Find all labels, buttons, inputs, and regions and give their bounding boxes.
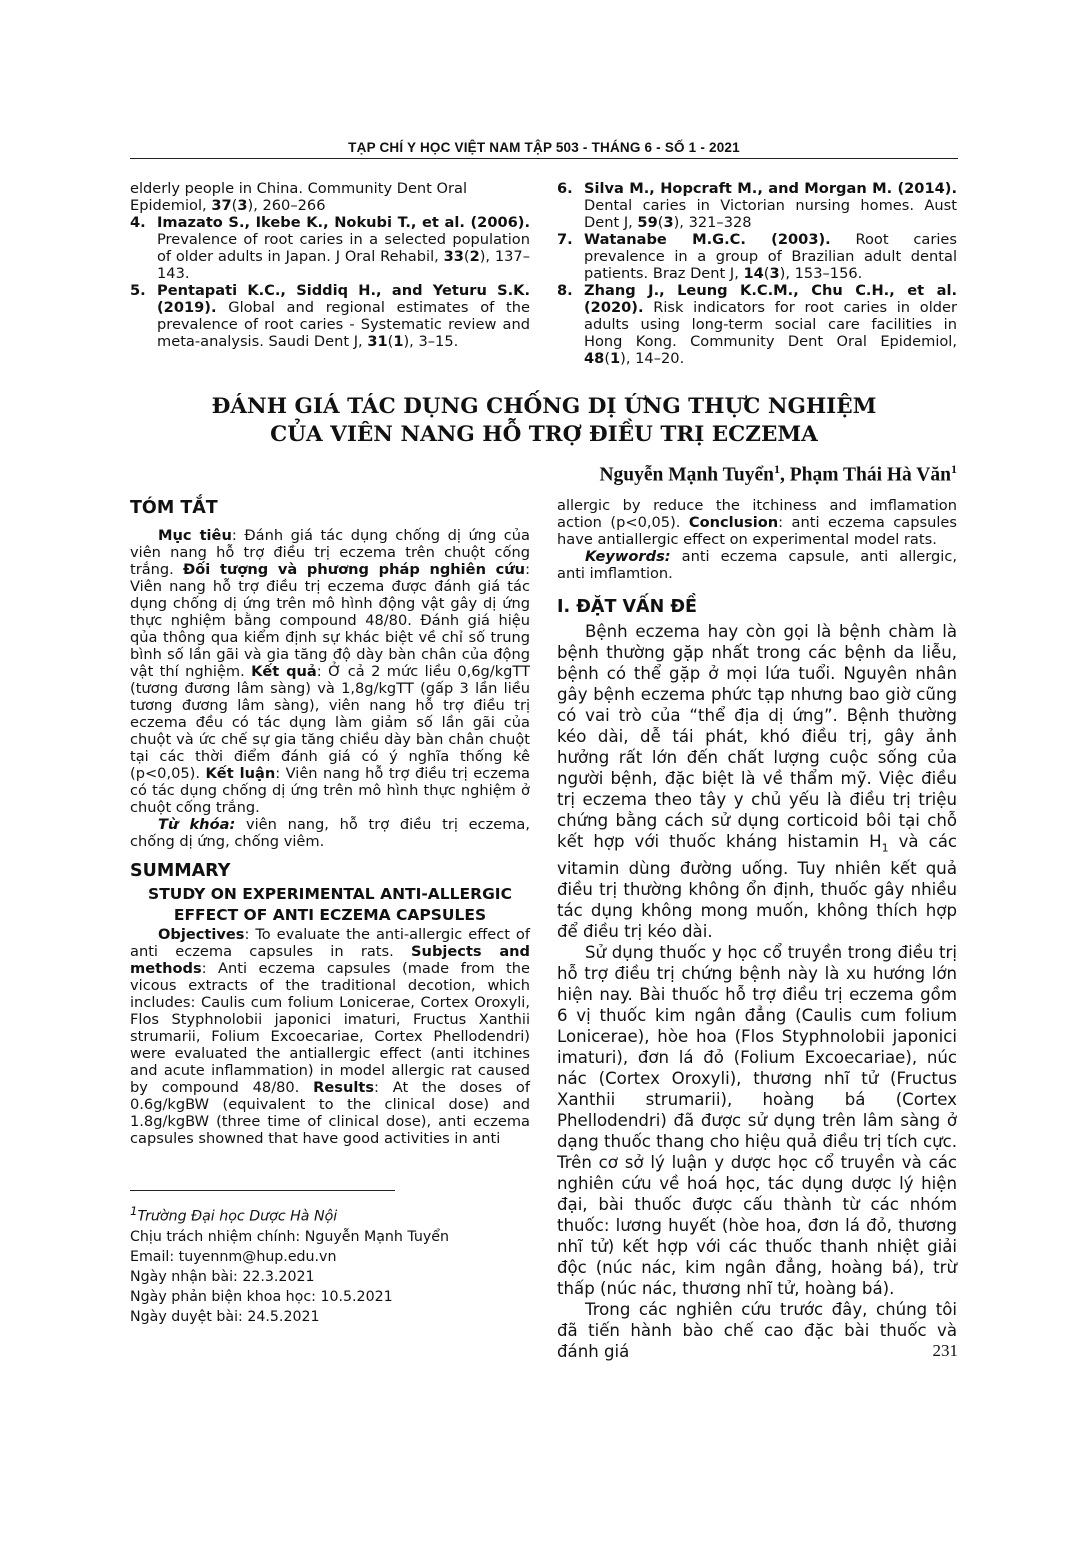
article-title-line1: ĐÁNH GIÁ TÁC DỤNG CHỐNG DỊ ỨNG THỰC NGHIỆM (211, 394, 877, 419)
reference-number: 5. (130, 282, 146, 299)
article-title (130, 393, 958, 449)
reference-3-line1: elderly people in China. Community Dent Oral (130, 180, 468, 197)
reference-text: Prevalence of root caries in a selected population of older adults in Japan. J Oral Rehabil, 33(2), 137–143. (157, 231, 531, 282)
intro-paragraph-1: Bệnh eczema hay còn gọi là bệnh chàm là bệnh thường gặp nhất trong các bệnh da liễu, bệnh có thể gặp ở mọi lứa tuổi. Nguyên nhân gây bệnh eczema phức tạp nhưng bao giờ cũng có vai trò của “thể địa dị ứng”. Bệnh thường kéo dài, dễ tái phát, khó điều trị, gây ảnh hưởng rất lớn đến chất lượng cuộc sống của người bệnh, đặc biệt là về thẩm mỹ. Việc điều trị eczema theo tây y chủ yếu là điều trị triệu chứng bằng cách sử dụng corticoid bôi tại chỗ kết hợp với thuốc kháng histamin $H_1$ và các vitamin dùng đường uống. Tuy nhiên kết quả điều trị thường không ổn định, thuốc gây nhiều tác dụng không mong muốn, không thích hợp để điều trị kéo dài. (557, 622, 957, 942)
left-column (130, 497, 530, 1147)
reference-text: Root caries prevalence in a group of Brazilian adult dental patients. Braz Dent J, 14(3), 153–156. (584, 231, 957, 282)
accepted-date: Ngày duyệt bài: 24.5.2021 (130, 1308, 320, 1325)
article-authors: Nguyễn Mạnh Tuyển$^1$, Phạm Thái Hà Văn$^1$ (599, 462, 957, 486)
reference-number: 4. (130, 214, 146, 231)
reference-text: Global and regional estimates of the prevalence of root caries - Systematic review and meta-analysis. Saudi Dent J, 31(1), 3–15. (157, 299, 530, 350)
footnote-rule (130, 1190, 395, 1191)
abstract-vi: Mục tiêu: Đánh giá tác dụng chống dị ứng của viên nang hỗ trợ điều trị eczema trên chuột cống trắng. Đối tượng và phương pháp nghiên cứu: Viên nang hỗ trợ điều trị eczema được đánh giá tác dụng chống dị ứng trên mô hình động vật gây dị ứng thực nghiệm bằng compound 48/80. Đánh giá hiệu qủa thông qua kiểm định sự khác biệt về chỉ số trung bình số lần gãi và gia tăng độ dày bàn chân của động vật thí nghiệm. Kết quả: Ở cả 2 mức liều 0,6g/kgTT (tương đương lâm sàng) và 1,8g/kgTT (gấp 3 lần liều tương đương lâm sàng), viên nang hỗ trợ điều trị eczema đều có tác dụng làm giảm số lần gãi của chuột và ức chế sự gia tăng chiều dày bàn chân chuột tại các thời điểm đánh giá có ý nghĩa thống kê (p<0,05). Kết luận: Viên nang hỗ trợ điều trị eczema có tác dụng chống dị ứng trên mô hình thực nghiệm ở chuột cống trắng. (130, 527, 530, 816)
intro-paragraph-3: Trong các nghiên cứu trước đây, chúng tôi đã tiến hành bào chế cao đặc bài thuốc và đánh giá (557, 1300, 957, 1362)
reference-number: 8. (557, 282, 573, 299)
abstract-en-continued: allergic by reduce the itchiness and imflamation action (p<0,05). Conclusion: anti eczema capsules have antiallergic effect on experimental model rats. (557, 497, 957, 548)
abstract-heading: TÓM TẮT (130, 498, 218, 518)
references-left (130, 180, 530, 350)
references-right (557, 180, 957, 367)
reference-4 (130, 214, 530, 282)
reference-authors: Imazato S., Ikebe K., Nokubi T., et al. (2006). (157, 214, 530, 231)
footnotes (130, 1201, 530, 1327)
reference-authors: Zhang J., Leung K.C.M., Chu C.H., et al. (2020). (584, 282, 957, 316)
author-name: Nguyễn Mạnh Tuyển (599, 464, 774, 486)
header-rule (130, 158, 958, 159)
reference-text: Dental caries in Victorian nursing homes. Aust Dent J, 59(3), 321–328 (584, 197, 957, 231)
reference-number: 6. (557, 180, 573, 197)
summary-heading: SUMMARY (130, 861, 231, 881)
reference-3-line2: Epidemiol, 37(3), 260–266 (130, 197, 326, 214)
abstract-en: Objectives: To evaluate the anti-allergic effect of anti eczema capsules in rats. Subjects and methods: Anti eczema capsules (made from the vicous extracts of the traditional decotion, which includes: Caulis cum folium Lonicerae, Cortex Oroxyli, Flos Styphnolobii japonici imaturi, Fructus Xanthii strumarii, Folium Excoecariae, Cortex Phellodendri) were evaluated the antiallergic effect (anti itchines and acute inflammation) in model allergic rat caused by compound 48/80. Results: At the doses of 0.6g/kgBW (equivalent to the clinical dose) and 1.8g/kgBW (three time of clinical dose), anti eczema capsules showned that have good activities in anti (130, 926, 530, 1147)
keywords-vi: Từ khóa: viên nang, hỗ trợ điều trị eczema, chống dị ứng, chống viêm. (130, 816, 531, 850)
reference-5 (130, 282, 530, 350)
corresponding-author: Chịu trách nhiệm chính: Nguyễn Mạnh Tuyển (130, 1228, 450, 1245)
author-affiliation-mark: 1 (951, 462, 957, 476)
reference-text: Risk indicators for root caries in older adults using long-term social care facilities in Hong Kong. Community Dent Oral Epidemiol, 48(1), 14–20. (584, 299, 957, 367)
author-name: Phạm Thái Hà Văn (789, 464, 951, 486)
intro-heading: I. ĐẶT VẤN ĐỀ (557, 597, 697, 617)
page-number: 231 (932, 1341, 958, 1360)
reference-3-continued (130, 180, 530, 214)
reference-7 (557, 231, 957, 282)
reference-authors: Silva M., Hopcraft M., and Morgan M. (2014). (584, 180, 957, 197)
keywords-en: Keywords: anti eczema capsule, anti allergic, anti imflamtion. (557, 548, 957, 582)
affiliation-footnote: $^1$Trường Đại học Dược Hà Nội (130, 1204, 338, 1225)
email: Email: tuyennm@hup.edu.vn (130, 1248, 337, 1265)
intro-paragraph-2: Sử dụng thuốc y học cổ truyền trong điều trị hỗ trợ điều trị chứng bệnh này là xu hướng lớn hiện nay. Bài thuốc hỗ trợ điều trị eczema gồm 6 vị thuốc kim ngân đẳng (Caulis cum folium Lonicerae), hòe hoa (Flos Styphnolobii japonici imaturi), đơn lá đỏ (Folium Excoecariae), núc nác (Cortex Oroxyli), thương nhĩ tử (Fructus Xanthii strumarii), hoàng bá (Cortex Phellodendri) đã được sử dụng trên lâm sàng ở dạng thuốc thang cho hiệu quả điều trị tích cực. Trên cơ sở lý luận y dược học cổ truyền và các nghiên cứu về hoá học, tác dụng dược lý hiện đại, bài thuốc được cấu thành từ các nhóm thuốc: lương huyết (hòe hoa, đơn lá đỏ, thương nhĩ tử) kết hợp với các thuốc thanh nhiệt giải độc (núc nác, kim ngân đẳng, hoàng bá), trừ thấp (núc nác, thương nhĩ tử, hoàng bá). (557, 943, 957, 1299)
received-date: Ngày nhận bài: 22.3.2021 (130, 1268, 315, 1285)
right-column (557, 497, 957, 1362)
reference-authors: Pentapati K.C., Siddiq H., and Yeturu S.K. (2019). (157, 282, 530, 316)
article-title-line2: CỦA VIÊN NANG HỖ TRỢ ĐIỀU TRỊ ECZEMA (270, 422, 818, 447)
reference-number: 7. (557, 231, 573, 248)
summary-title: STUDY ON EXPERIMENTAL ANTI-ALLERGIC EFFECT OF ANTI ECZEMA CAPSULES (148, 885, 512, 924)
reference-8 (557, 282, 957, 367)
author-affiliation-mark: 1 (773, 462, 780, 476)
reference-6 (557, 180, 957, 231)
running-header: TẠP CHÍ Y HỌC VIỆT NAM TẬP 503 - THÁNG 6 - SỐ 1 - 2021 (348, 140, 740, 155)
review-date: Ngày phản biện khoa học: 10.5.2021 (130, 1288, 393, 1305)
reference-authors: Watanabe M.G.C. (2003). (584, 231, 831, 248)
